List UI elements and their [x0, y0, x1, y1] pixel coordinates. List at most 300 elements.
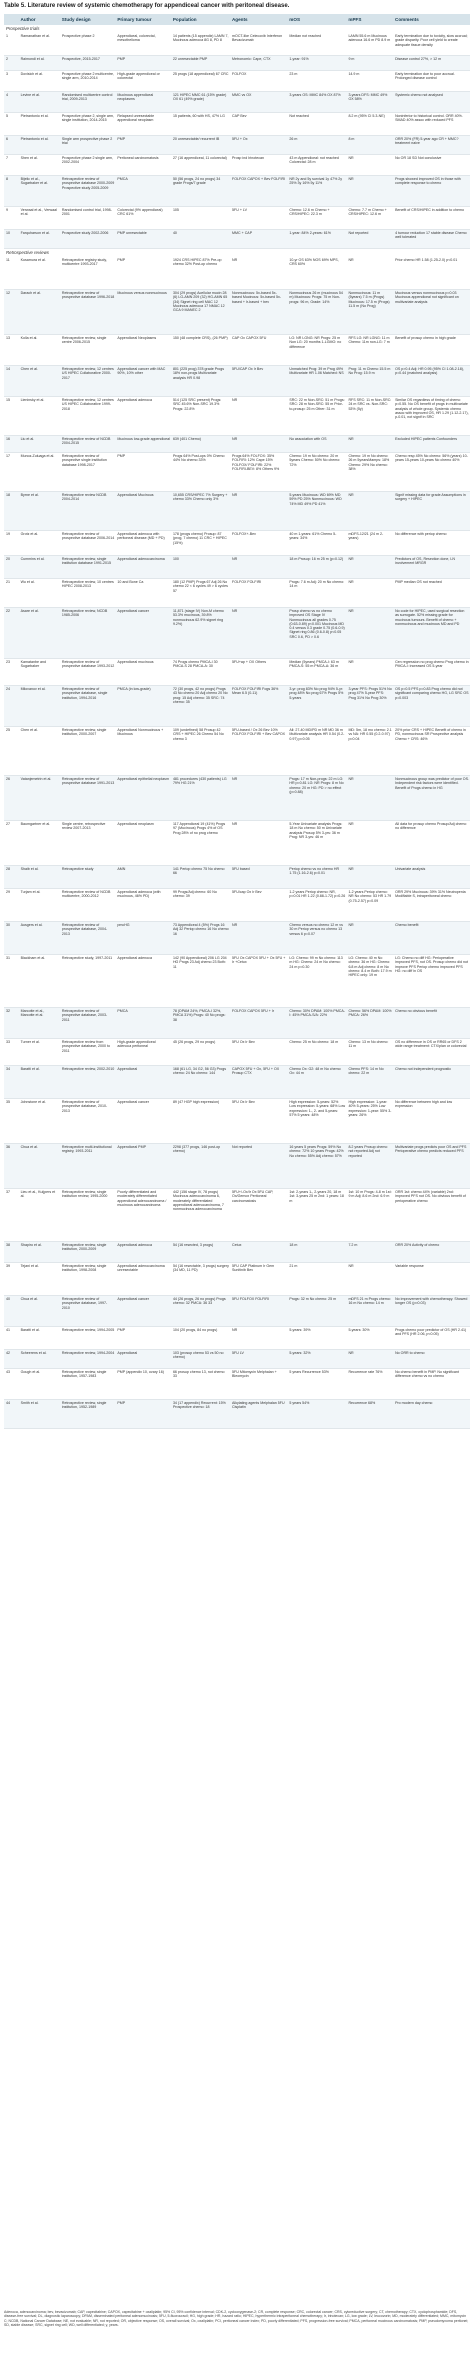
cell-mos: Periop chemo vs no chemo HR 1.75 (1.16-2.6) p=0.01: [289, 867, 340, 876]
cell-comments: No improvement with chemotherapy. Showed longer OS (p=0.03): [395, 1297, 468, 1306]
cell-primary-tumour: Appendiceal PMP: [117, 1145, 146, 1149]
cell-study-design: Retrospective review of prospective database, 2010-2013: [61, 1100, 108, 1113]
section-title: Prospective trials: [4, 25, 470, 33]
cell-index: 6: [6, 137, 8, 141]
cell-population: Progs 64% Post-ops 0% Chemo 44% No chemo 33%: [172, 454, 225, 463]
cell-index: 35: [6, 1100, 10, 1104]
table-row: [4, 608, 470, 659]
cell-author: Grotz et al.: [20, 532, 39, 536]
cell-study-design: Retrospective review of prospective database 2000-2009 Prospective study 2005-2009: [61, 177, 115, 190]
cell-mpfs: High expression: 1-year: 40% 5-years: 25% Low expression: 1-year: 55% 3-years: 26%: [348, 1100, 392, 1117]
cell-index: 32: [6, 1009, 10, 1013]
cell-agents: CAP Bev: [232, 114, 247, 118]
cell-primary-tumour: Appendiceal adenocarcinoma unresectable: [117, 1264, 165, 1273]
header-agents: Agents: [231, 17, 248, 22]
cell-agents: 5FU CAP Platinum Ir Gem Sunitinib Bev: [232, 1264, 275, 1273]
cell-study-design: Retrospective study, 1997-2011: [61, 956, 113, 960]
cell-population: 44 (26 progs, 26 no progs) Progs chemo: 32 PMCA: 36 33: [172, 1297, 226, 1306]
cell-comments: Variable response: [395, 1264, 424, 1268]
cell-mos: 5-years Mucinous: WD 69% MD 59% PD 25% Nonmucinous: WD 74% MD 49% PD 41%: [289, 493, 342, 506]
cell-comments: Noninferior to historical control. ORR 40%. SMAD 40% assoc with reduced PFS: [395, 114, 463, 123]
cell-agents: 5FU+/-Ox/Ir Ox 5FU CAP, Ox/Gemox Peritoneal carcinomatosis: [232, 1190, 274, 1203]
cell-population: 25 progs (18 appendiceal) 67 CRC: [172, 72, 229, 76]
cell-index: 26: [6, 777, 10, 781]
cell-population: 117 Appendiceal 19 (41%) Progs 97 (Mucinous) Progs 4% of OS Prog 28% of no prog chemo: [172, 822, 226, 835]
cell-population: 481 procedures (430 patients) LG 79% HG 21%: [172, 777, 227, 786]
table-row: [4, 56, 470, 71]
cell-comments: No ORR to chemo: [395, 1351, 425, 1355]
table-row: [4, 1242, 470, 1263]
cell-study-design: Randomised multicentre control trial, 2009-2013: [61, 93, 113, 102]
cell-primary-tumour: PMP: [117, 454, 126, 458]
cell-mos: Prosp chemo vs no chemo improved OS Stage IV Nonmucinous all grades 0.75 (0.63-0.89) p<0.001 Mucinous MD 0.4 versus 0.3 grade 0.75 (0.6-0.9) Signet ring 0.86 (0.6-0.8) p<0.05 SRC 0.6, PD > 0.6: [289, 609, 345, 639]
table-row: [4, 366, 470, 397]
table-row: [4, 1400, 470, 1429]
cell-author: Dovisich et al.: [20, 72, 43, 76]
cell-mpfs: Chemo: 56% DPAM: 100% PMCA: 26%: [348, 1009, 392, 1018]
cell-agents: NR: [232, 398, 238, 402]
cell-primary-tumour: High-grade appendiceal adenoca peritoneal: [117, 1040, 156, 1049]
cell-mos: 18 m: [289, 1243, 298, 1247]
cell-population: 54 (16 resected, 3 progs): [172, 1243, 214, 1247]
cell-study-design: Randomised control trial, 1998-2001: [61, 208, 112, 217]
cell-study-design: Retrospective review, single institution, 1957-1983: [61, 1370, 107, 1379]
cell-agents: FOLFOX+-Bev: [232, 532, 256, 536]
table-caption: Table 5. Literature review of systemic chemotherapy for appendiceal cancer with peritoneal disease.: [4, 3, 290, 9]
table-row: [4, 207, 470, 230]
cell-study-design: Retrospective review, single institution, 2000-2007: [61, 728, 107, 737]
cell-agents: 5FU+ap + OX Others: [232, 660, 266, 664]
cell-mos: Progs: 32 m No chemo: 25 m: [289, 1297, 337, 1301]
cell-study-design: Retrospective review, single institution, 2000-2009: [61, 1243, 107, 1252]
cell-author: Vatanjemetrin et al.: [20, 777, 52, 781]
cell-primary-tumour: Mucinous versus nonmucinous: [117, 291, 167, 295]
table-row: [4, 1369, 470, 1400]
cell-agents: NR: [232, 609, 238, 613]
cell-mos: 5-years: 39%: [289, 1328, 311, 1332]
cell-comments: Benefit of prosup chemo in high grade: [395, 336, 456, 340]
cell-population: 2298 (377 progs, 146 post-op chemo): [172, 1145, 221, 1154]
cell-index: 12: [6, 291, 10, 295]
cell-agents: 5FU Ox CAPOX 5FU + Ox 5FU + Ir +Cetux: [232, 956, 286, 965]
cell-study-design: Retrospective review, 2002-2010: [61, 1067, 115, 1071]
cell-study-design: Retrospective review, 12 centres US HIPEC Collaborative 2000-2017: [61, 367, 114, 380]
cell-primary-tumour: Mucinous low-grade appendiceal: [117, 437, 170, 441]
cell-author: Shaib et al.: [20, 867, 39, 871]
cell-author: Ramanathan et al.: [20, 34, 50, 38]
cell-primary-tumour: PMP: [117, 1401, 126, 1405]
cell-comments: No OR 18 SD Not conclusive: [395, 156, 442, 160]
cell-mpfs: Chemo: 13 m No chemo: 11 m: [348, 1040, 389, 1049]
cell-author: Kusamura et al.: [20, 258, 46, 262]
cell-agents: Cetux: [232, 1243, 242, 1247]
cell-author: Smith et al.: [20, 1401, 39, 1405]
cell-comments: Chemo no obvious benefit: [395, 1009, 437, 1013]
cell-study-design: Prospective phase 2 multicentre, single arm, 2010-2014: [61, 72, 115, 81]
cell-mos: NR 2y and 5y survival 1y 47% 2y 25% 3y 16% 5y 11%: [289, 177, 343, 186]
cell-index: 13: [6, 336, 10, 340]
cell-mos: Median (5years) PMCA-I: 63 m PMCA-S: 55 m PMCA-A: 36 m: [289, 660, 339, 669]
cell-population: 74 Progs chemo PMCA-I 30 PMCA-S 28 PMCA-A: 30: [172, 660, 218, 669]
cell-population: 442 (156 stage IV, 78 progs) Mucinous adenocarcinoma 6, moderately differentiated appendiceal adenocarcinoma, 7 nonmucinous adenocarcinoma: [172, 1190, 224, 1212]
table-row: [4, 1350, 470, 1369]
table-row: [4, 1039, 470, 1066]
table-row: [4, 453, 470, 492]
cell-mos: 1-year: 91%: [289, 57, 309, 61]
cell-primary-tumour: Poorly differentiated and moderately differentiated appendiceal adenocarcinoma / mucinous adenocarcinoma: [117, 1190, 167, 1207]
cell-index: 18: [6, 493, 10, 497]
cell-primary-tumour: PMCA (in low-grade): [117, 687, 151, 691]
cell-agents: NR: [232, 1328, 238, 1332]
cell-study-design: Retrospective review of prospective database, 2004-2013: [61, 923, 108, 936]
cell-primary-tumour: Appendiceal adenocarcinoma: [117, 557, 165, 561]
cell-primary-tumour: Colorectal (9% appendiceal) CRC 61%: [117, 208, 163, 217]
cell-primary-tumour: Appendiceal, colorectal, mesothelioma: [117, 34, 156, 43]
cell-population: 168 (61 LG, 34 G2, 56 G3) Progs chemo: 24 No chemo: 144: [172, 1067, 227, 1076]
cell-primary-tumour: High-grade appendiceal or colorectal: [117, 72, 160, 81]
cell-agents: 5FU LV: [232, 1351, 244, 1355]
cell-study-design: Retrospective review, 10 centres HIPEC 2008-2013: [61, 580, 114, 589]
cell-agents: mOCT-like Celecoxib Interferon Bevacizumab: [232, 34, 283, 43]
table-row: [4, 1263, 470, 1296]
cell-primary-tumour: Appendiceal adenoca: [117, 398, 152, 402]
cell-comments: Pro modern day chemo: [395, 1401, 433, 1405]
cell-agents: NR: [232, 822, 238, 826]
cell-agents: Not reported: [232, 1145, 253, 1149]
cell-study-design: Retrospective review of prospective database, single institution, 1994-2016: [61, 687, 108, 700]
cell-population: 99 Progs/Adj chemo: 60 No chemo: 39: [172, 890, 217, 899]
cell-comments: ORR 29% Mucinous: 39% 31% Neutropenia Modifiable S, intraperitoneal chemo: [395, 890, 466, 899]
cell-mpfs: 1-2 years Periop chemo: NR No chemo: 53 HR 1.79 (0.75-2.57) p=0.09: [348, 890, 392, 903]
cell-mpfs: mDFS 21 m Progs chemo: 16 m No chemo: 14 m: [348, 1297, 391, 1306]
cell-population: 121 HIPEC MMC 61 (15% grade) OX 61 (49% grade): [172, 93, 227, 102]
cell-agents: NR: [232, 258, 238, 262]
cell-author: Pietrantonio et al.: [20, 114, 49, 118]
cell-study-design: Retrospective review, NCDB 1985-2006: [61, 609, 108, 618]
cell-author: Baratti et al.: [20, 1328, 40, 1332]
cell-study-design: Single arm prospective phase 2 trial: [61, 137, 113, 146]
cell-mpfs: 8 m: [348, 137, 355, 141]
cell-mos: 18 m Prosup: 16 m 25 m (p=0.12): [289, 557, 344, 561]
cell-agents: Alkylating agents Melphalan 5FU Cisplatin: [232, 1401, 285, 1410]
cell-agents: 5FU Mitomycin Melphalan + Bleomycin: [232, 1370, 277, 1379]
cell-mos: All: 27-40 MD/PD m NR MD 36 m Multivariate analysis HR 0.54 (0.2-0.97) p=0.05: [289, 728, 345, 741]
table-row: [4, 492, 470, 531]
section-rows: [4, 257, 470, 1429]
cell-population: 78 (DPAM 24%, PMCA-I 32%, PMCA 31%) Progs: 40 No progs: 38: [172, 1009, 226, 1022]
cell-index: 10: [6, 231, 10, 235]
cell-author: Darach et al.: [20, 291, 41, 295]
cell-mpfs: MD: 5m, 18 mo chemo: 2.1 vs NA: HR 0.55 (0.2-0.97) p=0.04: [348, 728, 392, 741]
cell-population: 1924 CRS HIPEC 87% Pre-op chemo 32% Post-op chemo: [172, 258, 222, 267]
cell-mpfs: Not reported: [348, 231, 369, 235]
cell-population: 14 patients (15 appendix) LAMN 7, Mucinous adenoca 8G 8, PD 8: [172, 34, 229, 43]
cell-primary-tumour: pmcHG: [117, 923, 130, 927]
cell-agents: NR: [232, 493, 238, 497]
cell-agents: 5FU-based / Ox 26 Bev 10% FOLFOX FOLFIRI + Bev CAPOX: [232, 728, 286, 737]
cell-index: 14: [6, 367, 10, 371]
cell-index: 16: [6, 437, 10, 441]
cell-mos: Chemo Ox: G2: 48 m No chemo Ox: 44 m: [289, 1067, 341, 1076]
cell-population: 104 (20 progs, 84 no progs): [172, 1328, 218, 1332]
cell-comments: Chemo not independent prognostic: [395, 1067, 452, 1071]
cell-author: Lieu et al., Kuijpers et al.: [20, 1190, 56, 1199]
cell-agents: NR: [232, 437, 238, 441]
cell-study-design: Retrospective review, single institution, 1998-2008: [61, 1264, 107, 1273]
cell-comments: Benefit of CRS/HIPEC in addition to chemo: [395, 208, 464, 212]
cell-index: 25: [6, 728, 10, 732]
cell-mos: LG: Chemo: 99 m No chemo: 113 m HG: Chemo: 24 m No chemo: 24 m p=0.30: [289, 956, 343, 969]
cell-index: 36: [6, 1145, 10, 1149]
table-row: [4, 821, 470, 866]
cell-comments: No chemo benefit in PMP. No significant difference chemo vs no chemo: [395, 1370, 459, 1379]
cell-comments: Disease control 27%, > 12 m: [395, 57, 442, 61]
cell-comments: Signif missing data for grade Assumptions in surgery + HIPEC: [395, 493, 466, 502]
cell-mpfs: Recurrence 68%: [348, 1401, 376, 1405]
cell-mos: 21 m: [289, 1264, 298, 1268]
cell-agents: MMC vs OX: [232, 93, 252, 97]
cell-comments: Univariate analysis: [395, 867, 426, 871]
cell-index: 3: [6, 72, 8, 76]
cell-study-design: Retrospective review, single institution review, 1995-2000: [61, 1190, 108, 1199]
cell-author: Marcotte et al., Marcotte et al.: [20, 1009, 45, 1018]
cell-agents: 5FU based: [232, 867, 250, 871]
cell-agents: CAP Ox CAPOX 5FU: [232, 336, 267, 340]
cell-index: 17: [6, 454, 10, 458]
cell-study-design: Retrospective review of prospective database, 2003-2011: [61, 1009, 108, 1022]
cell-population: 27 (16 appendiceal, 11 colorectal): [172, 156, 227, 160]
table-row: [4, 92, 470, 113]
cell-author: Chua et al.: [20, 1145, 38, 1149]
cell-author: Wu et al.: [20, 580, 35, 584]
cell-mpfs: 5-years: 30%: [348, 1328, 370, 1332]
cell-author: Levine et al.: [20, 93, 40, 97]
cell-author: Kamatanbe and Sugarbaker: [20, 660, 46, 669]
cell-population: 141 Periop chemo 75 No chemo 66: [172, 867, 225, 876]
cell-index: 33: [6, 1040, 10, 1044]
cell-index: 38: [6, 1243, 10, 1247]
cell-mpfs: LG: Chemo: 40 m No chemo: 36 m HG: Chemo: 6.8 m Adj chemo: 8 m No chemo: 8.4 m Both: 17.9 m HIPEC only: 19 m: [348, 956, 392, 978]
cell-comments: No difference between high and low expression: [395, 1100, 453, 1109]
cell-agents: Metronomic: Cape, CTX: [232, 57, 271, 61]
cell-mos: No association with OS: [289, 437, 327, 441]
cell-author: Bijelic et al., Sugarbaker et al.: [20, 177, 48, 186]
cell-population: 66 prosup chemo 13, not chemo 33: [172, 1370, 225, 1379]
cell-author: Scheerens et al.: [20, 1351, 47, 1355]
cell-primary-tumour: Appendiceal epithelial neoplasm: [117, 777, 169, 781]
cell-population: 89 (47 HGP high expression): [172, 1100, 220, 1104]
cell-author: Tejani et al.: [20, 1264, 39, 1268]
table-row: [4, 1066, 470, 1099]
cell-mpfs: NR: [348, 557, 354, 561]
cell-comments: ORR 1st: chemo 44% (variable) 2nd: improved PFS not OS. No obvious benefit of perioperative chemo: [395, 1190, 466, 1203]
cell-primary-tumour: PMP (appendix 10, ovary 16): [117, 1370, 164, 1374]
cell-study-design: Retrospective review, 12 centres US HIPEC Collaborative 1999-2018: [61, 398, 114, 411]
table-row: [4, 71, 470, 92]
table-row: [4, 922, 470, 955]
cell-comments: Progs chemo poor predictor of OS (HR 2.41) and PFS (HR 2.06, p<0.05): [395, 1328, 467, 1337]
cell-study-design: Prospective, 2015-2017: [61, 57, 100, 61]
cell-population: 72 (30 progs, 42 no progs) Progs 43 No chemo 20 Adj chemo 20 No prog: 15 Adj chemo: 35 SRC: 74 chemo: 35: [172, 687, 228, 704]
cell-primary-tumour: Relapsed unresectable appendiceal neoplasm: [117, 114, 155, 123]
cell-agents: MMC + CAP: [232, 231, 253, 235]
cell-agents: 5FU Ox Ir Bev: [232, 1100, 255, 1104]
cell-agents: FOLFOX CAPOX 5FU + Ir: [232, 1009, 275, 1013]
cell-index: 4: [6, 93, 8, 97]
cell-mpfs: Recurrence rate 76%: [348, 1370, 383, 1374]
cell-mos: Not reached: [289, 114, 309, 118]
cell-primary-tumour: Appendiceal neoplasm: [117, 822, 154, 826]
cell-primary-tumour: Peritoneal carcinomatosis: [117, 156, 159, 160]
cell-comments: PMP median OS not reached: [395, 580, 442, 584]
cell-population: 22 unresectable PMP: [172, 57, 208, 61]
cell-study-design: Retrospective review of prospective database 1991-2013: [61, 777, 115, 786]
cell-study-design: Retrospective registry study, multicentre 1993-2017: [61, 258, 107, 267]
cell-index: 8: [6, 177, 8, 181]
cell-comments: Predictors of OS, Resection done, LN involvement MRGR: [395, 557, 456, 566]
cell-primary-tumour: PMP: [117, 57, 126, 61]
table-row: [4, 659, 470, 686]
cell-mos: 16 years 5 years Progs: 59% No chemo: 72% 10 years Progs: 42% No chemo: 55% Adj chemo: 57%: [289, 1145, 344, 1158]
cell-author: Kolla et al.: [20, 336, 38, 340]
cell-author: Chen et al.: [20, 367, 38, 371]
cell-primary-tumour: Appendiceal Nonmucinous + Mucinous: [117, 728, 164, 737]
cell-mpfs: 9 m: [348, 57, 355, 61]
cell-mos: 40 m 1-years: 61% Chemo 5-years: 34%: [289, 532, 337, 541]
cell-mpfs: RFS SRC: 11 m Non-SRC: 24 m SRC vs. Non-SRC: 53% (5y): [348, 398, 392, 411]
cell-author: Blackham et al.: [20, 956, 46, 960]
cell-mos: Chemo: 12.6 m Chemo + CRS/HIPEC: 22.3 m: [289, 208, 330, 217]
cell-mpfs: 14.9 m: [348, 72, 360, 76]
cell-study-design: Retrospective review of prospective database 1996-2018: [61, 291, 115, 300]
cell-index: 5: [6, 114, 8, 118]
cell-primary-tumour: Appendiceal Mucinous: [117, 493, 154, 497]
cell-comments: All data for prosup chemo Prosup/Adj chemo no difference: [395, 822, 467, 831]
cell-population: 50 (56 progs, 24 no progs) 34 grade Progs/7 grade: [172, 177, 221, 186]
cell-author: Farquharson et al.: [20, 231, 50, 235]
cell-mpfs: NR: [348, 258, 354, 262]
cell-author: Shen et al.: [20, 156, 38, 160]
cell-index: 28: [6, 867, 10, 871]
cell-mpfs: NR: [348, 609, 354, 613]
cell-study-design: Retrospective review of prospective database 2006-2014: [61, 532, 115, 541]
header-mpfs: mPFS: [348, 17, 362, 22]
cell-population: 109 (undefined) 58 Prosup 42 CRS + HIPEC 26 Chemo 54 No chemo 3: [172, 728, 224, 741]
cell-comments: Excluded HIPEC patients Confounders: [395, 437, 458, 441]
cell-population: 40: [172, 231, 177, 235]
cell-mos: Chemo: 30% DPAM: 100% PMCA-I: 45% PMCA-S/A: 22%: [289, 1009, 345, 1018]
cell-mos: 5 years 54%: [289, 1401, 310, 1405]
cell-author: Cummins et al.: [20, 557, 45, 561]
cell-population: 11,871 (stage IV) Non-M chemo 53.3% mucinous, 39.8% nonmucinous 62.9% signet ring 9.2%): [172, 609, 224, 626]
cell-author: Pietrantonio et al.: [20, 137, 49, 141]
cell-mpfs: NR: [348, 493, 354, 497]
cell-population: 150 (48 complete CRS), (26 PMP): [172, 336, 228, 340]
cell-study-design: Prospective study 2002-2006: [61, 231, 109, 235]
cell-comments: ORR 20% (FR) 5-year ago CR + MMC? treatment naive: [395, 137, 459, 146]
cell-mpfs: NR: [348, 777, 354, 781]
cell-mos: 43 m Appendiceal: not reached Colorectal: 28 m: [289, 156, 339, 165]
cell-mos: 5-Year Univariate analysis Progs: 18 m No chemo: 50 m Univariate analysis Prosup 5% 3-yrs: 36 m Prog: NR 3-yrs: 46 m: [289, 822, 343, 839]
cell-mos: Chemo: 25 m No chemo: 18 m: [289, 1040, 339, 1044]
table-row: [4, 335, 470, 366]
cell-comments: 20% prior CRS + HIPEC Benefit of chemo in PD, nonmucinous SR Prospective analysis Chemo + CRS: 46%: [395, 728, 466, 741]
cell-primary-tumour: PMCA: [117, 1009, 128, 1013]
cell-mpfs: Nonmucinous: 11 m (5years) 7.5 m (Progs) Mucinous: 17.5 m (Progs) 11.5 m (No Prog): [348, 291, 390, 308]
cell-mos: SRC: 22 m Non-SRC: 51 m Progs: SRC: 28 m Non-SRC: 55 m Prior-to-prosup: 25 m Other: 31 m: [289, 398, 345, 411]
cell-author: Byrne et al.: [20, 493, 39, 497]
cell-index: 41: [6, 1328, 10, 1332]
cell-agents: Prosp ind Irinotecan: [232, 156, 264, 160]
cell-agents: 5FU Ox Ir Bev: [232, 1040, 255, 1044]
cell-index: 19: [6, 532, 10, 536]
cell-index: 20: [6, 557, 10, 561]
cell-population: 34 (17 appendix) Recurrent: 15% Prospective chemo: 18: [172, 1401, 226, 1410]
cell-primary-tumour: Appendiceal adenoca: [117, 956, 152, 960]
cell-study-design: Retrospective review NCDB 2004-2014: [61, 493, 107, 502]
table-row: [4, 136, 470, 155]
cell-mpfs: NR: [348, 923, 354, 927]
section-rows: [4, 33, 470, 249]
cell-author: Munoz-Zuluaga et al.: [20, 454, 55, 458]
cell-primary-tumour: PMP unresectable: [117, 231, 147, 235]
header-study-design: Study design: [61, 17, 91, 22]
cell-mpfs: NR: [348, 867, 354, 871]
table-row: [4, 290, 470, 335]
header-population: Population: [172, 17, 197, 22]
cell-author: Turjam et al.: [20, 890, 41, 894]
cell-author: Baratti et al.: [20, 1067, 40, 1071]
cell-study-design: Retrospective review of prospective database, 1997-2010: [61, 1297, 108, 1310]
cell-primary-tumour: Appendiceal Neoplasms: [117, 336, 157, 340]
cell-mpfs: Chemo: 19 m No chemo: 26 m 5yearsMamps: 18% Chemo: 29% No chemo: 38%: [348, 454, 390, 471]
cell-study-design: Single centre, retrospective review 2007-2013: [61, 822, 106, 831]
cell-agents: 5FU/cap Ox Ir Bev: [232, 890, 262, 894]
cell-mos: 1-year: 84% 2-years: 61%: [289, 231, 331, 235]
cell-comments: Progs showed improved OS in those with complete response to chemo: [395, 177, 461, 186]
cell-author: Ausgers et al.: [20, 923, 43, 927]
cell-author: Lieninsky et al.: [20, 398, 45, 402]
table-row: [4, 1099, 470, 1144]
cell-mos: Chemo: 19 m No chemo: 20 m 5years Chemo: 50% No chemo: 72%: [289, 454, 341, 467]
cell-mpfs: 7.2 m: [348, 1243, 358, 1247]
cell-index: 21: [6, 580, 10, 584]
cell-index: 42: [6, 1351, 10, 1355]
cell-agents: FOLFOX FOLFIRI: [232, 580, 262, 584]
cell-comments: OS p>0.4 Adj: HR 0.95 (95% CI 1.08-2.18), p=0.44 (matched analysis): [395, 367, 464, 376]
cell-comments: Chemo benefit: [395, 923, 419, 927]
cell-author: Verwaal et al., Verwaal et al.: [20, 208, 57, 217]
cell-author: Liu et al.: [20, 437, 35, 441]
cell-comments: 4 tumour reduction 17 stable disease Chemo well tolerated: [395, 231, 467, 240]
table-row: [4, 727, 470, 776]
cell-study-design: Retrospective multi-institutional registry, 1993-2011: [61, 1145, 112, 1154]
cell-population: 801 (225 prog) 378 grade Progs 18% non-progs Multivariate analysis HR 0.98: [172, 367, 225, 380]
cell-primary-tumour: PMP: [117, 258, 126, 262]
cell-comments: Similar OS regardless of timing of chemo p=0.55. No OS benefit of progs in multivariate analysis of whole group. Systemic chemo assoc with improved OS, HR 1.29 (1.12-2.17), p-0.01, not signif in SRC: [395, 398, 469, 420]
table-row: [4, 230, 470, 249]
cell-population: 103 (prosup chemo 53 vs 50 no chemo): [172, 1351, 224, 1360]
cell-mpfs: NR: [348, 177, 354, 181]
cell-population: 180 (12 PMP) Progs 67 Adj 26 No chemo 22 < 6 cycles 49 > 6 cycles 57: [172, 580, 228, 593]
cell-index: 15: [6, 398, 10, 402]
cell-mpfs: NR: [348, 1264, 354, 1268]
cell-study-design: Retrospective review of prospective database 1993-2012: [61, 660, 115, 669]
cell-author: Raimondi et al.: [20, 57, 45, 61]
cell-mpfs: Prog: 11 m Chemo 15.5 m No Prog: 15.9 m: [348, 367, 391, 376]
cell-population: 15 patients, 60 with HS, 47% LG: [172, 114, 225, 118]
cell-mpfs: 3-years DFS: MMC 49% OX 58%: [348, 93, 388, 102]
